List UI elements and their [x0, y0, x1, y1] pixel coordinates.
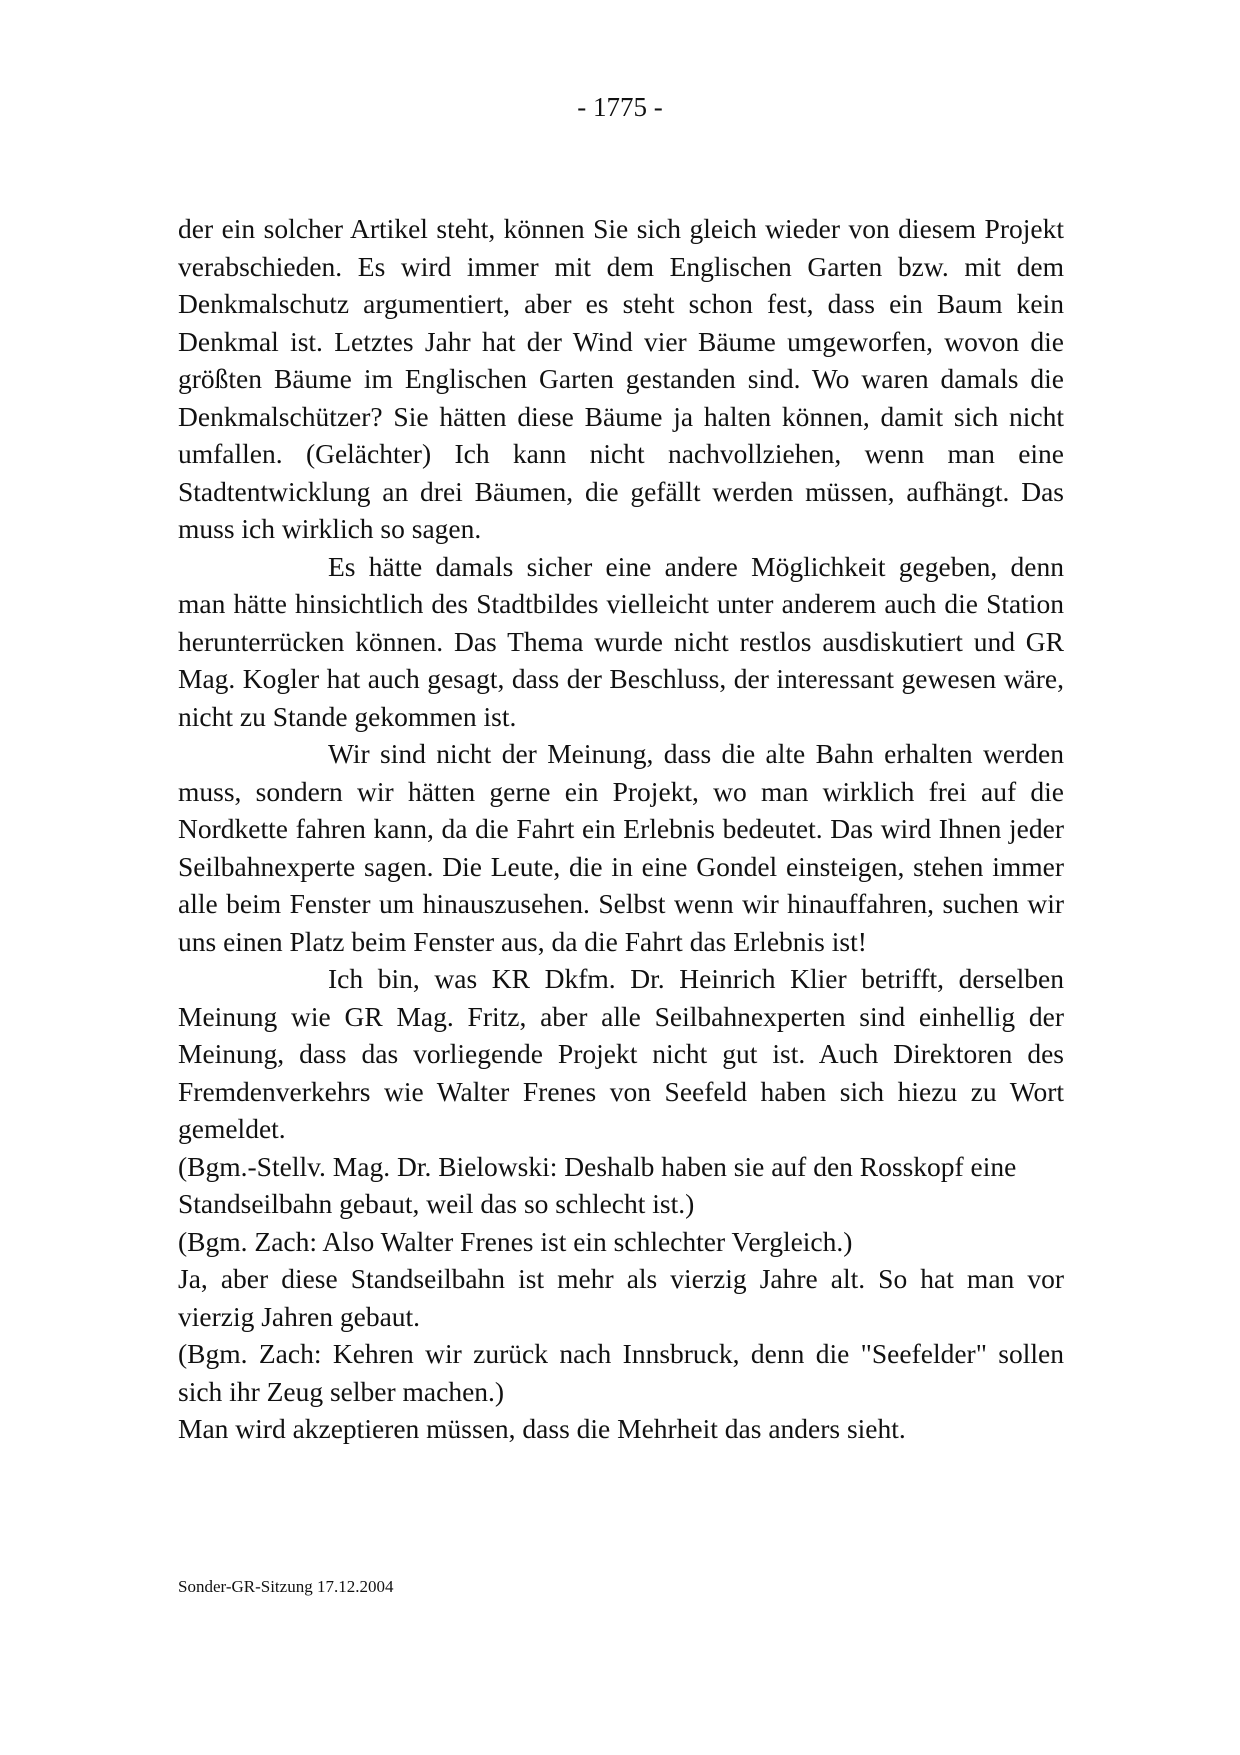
paragraph: Wir sind nicht der Meinung, dass die alte Bahn erhalten werden muss, sondern wir hätten gerne ein Projekt, wo man wirklich frei auf die Nordkette fahren kann, da die Fahrt ein Erlebnis bedeutet. Das wird Ihnen jeder Seilbahnexperte sagen. Die Leute, die in eine Gondel einsteigen, stehen immer alle beim Fenster um hinauszusehen. Selbst wenn wir hinauffahren, suchen wir uns einen Platz beim Fenster aus, da die Fahrt das Erlebnis ist!: [178, 738, 1064, 957]
paragraph: Man wird akzeptieren müssen, dass die Mehrheit das anders sieht.: [178, 1413, 906, 1444]
paragraph: der ein solcher Artikel steht, können Sie sich gleich wieder von diesem Projekt verabschieden. Es wird immer mit dem Englischen Garten bzw. mit dem Denkmalschutz argumentiert, aber es steht schon fest, dass ein Baum kein Denkmal ist. Letztes Jahr hat der Wind vier Bäume umgeworfen, wovon die größten Bäume im Englischen Garten gestanden sind. Wo waren damals die Denkmalschützer? Sie hätten diese Bäume ja halten können, damit sich nicht umfallen. (Gelächter) Ich kann nicht nachvollziehen, wenn man eine Stadtentwicklung an drei Bäumen, die gefällt werden müssen, aufhängt. Das muss ich wirklich so sagen.: [178, 213, 1064, 544]
interjection: (Bgm.-Stellv. Mag. Dr. Bielowski: Deshalb haben sie auf den Rosskopf eine Standseilbahn gebaut, weil das so schlecht ist.): [178, 1150, 1017, 1219]
interjection: (Bgm. Zach: Also Walter Frenes ist ein schlechter Vergleich.): [178, 1225, 853, 1257]
interjection: (Bgm. Zach: Kehren wir zurück nach Innsbruck, denn die "Seefelder" sollen sich ihr Zeug selber machen.): [178, 1338, 1064, 1407]
paragraph: Es hätte damals sicher eine andere Möglichkeit gegeben, denn man hätte hinsichtlich des Stadtbildes vielleicht unter anderem auch die Station herunterrücken können. Das Thema wurde nicht restlos ausdiskutiert und GR Mag. Kogler hat auch gesagt, dass der Beschluss, der interessant gewesen wäre, nicht zu Stande gekommen ist.: [178, 550, 1064, 732]
body-text: [178, 210, 1064, 1448]
paragraph: Ich bin, was KR Dkfm. Dr. Heinrich Klier betrifft, derselben Meinung wie GR Mag. Fritz, aber alle Seilbahnexperten sind einhellig der Meinung, dass das vorliegende Projekt nicht gut ist. Auch Direktoren des Fremdenverkehrs wie Walter Frenes von Seefeld haben sich hiezu zu Wort gemeldet.: [178, 963, 1064, 1144]
paragraph: Ja, aber diese Standseilbahn ist mehr als vierzig Jahre alt. So hat man vor vierzig Jahren gebaut.: [178, 1263, 1064, 1332]
page-number: - 1775 -: [577, 92, 663, 122]
footer: Sonder-GR-Sitzung 17.12.2004: [178, 1577, 394, 1596]
